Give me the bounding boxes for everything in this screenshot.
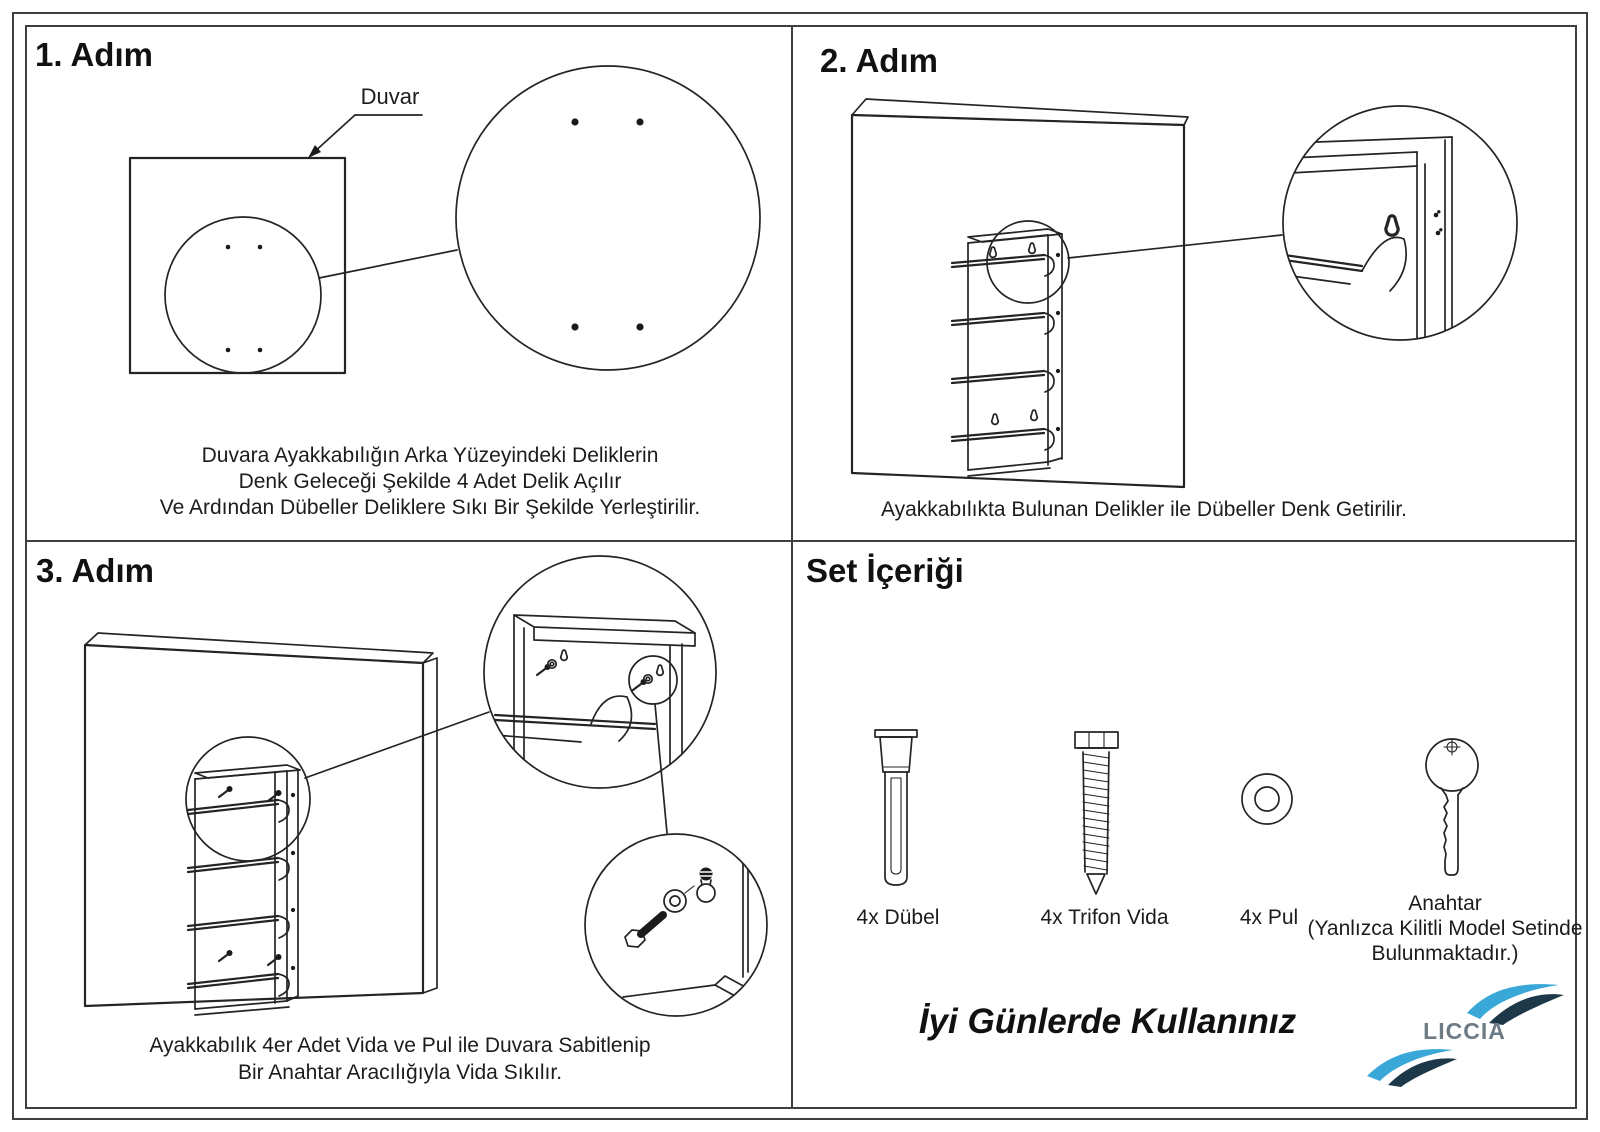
key-drawing — [1426, 739, 1478, 875]
dowel-label: 4x Dübel — [856, 906, 940, 929]
step1-title: 1. Adım — [35, 36, 153, 73]
shoe-cabinet-drawing — [188, 765, 300, 1015]
magnifier-leader-line — [305, 712, 489, 778]
step1-caption: Duvara Ayakkabılığın Arka Yüzeyindeki Deliklerin Denk Geleceği Şekilde 4 Adet Delik Açılır Ve Ardından Dübeller Deliklere Sıkı Bir Şekilde Yerleştirilir. — [159, 444, 701, 519]
shoe-cabinet-drawing — [952, 229, 1062, 476]
step3-diagram — [25, 541, 792, 1107]
tray-flaps — [188, 800, 289, 996]
set-contents-title: Set İçeriği — [806, 552, 964, 589]
washer-drawing — [1242, 774, 1292, 824]
brand-name: LICCIA — [1423, 1018, 1506, 1044]
wall-drawing — [130, 158, 345, 373]
magnified-holes-detail — [456, 66, 760, 370]
dowel-drawing — [875, 730, 917, 885]
wall-3d-drawing — [852, 99, 1188, 487]
magnified-screw-detail — [484, 556, 716, 788]
highlight-circle — [186, 737, 310, 861]
magnified-corner-detail — [1283, 106, 1517, 347]
wall-3d-drawing — [85, 633, 437, 1006]
magnifier-leader-line — [1068, 235, 1282, 258]
washer-label: 4x Pul — [1239, 906, 1299, 929]
screw-label: 4x Trifon Vida — [1040, 906, 1169, 929]
brand-logo — [1345, 972, 1580, 1090]
wall-label: Duvar — [360, 84, 420, 109]
step3-title: 3. Adım — [36, 552, 154, 589]
key-label: Anahtar (Yanlızca Kilitli Model Setinde Bulunmaktadır.) — [1307, 892, 1583, 965]
step2-caption: Ayakkabılıkta Bulunan Delikler ile Dübeller Denk Getirilir. — [880, 498, 1407, 521]
step2-title: 2. Adım — [820, 42, 938, 79]
step2-diagram — [792, 25, 1575, 541]
screw-drawing — [1075, 732, 1118, 894]
magnifier-leader-line — [319, 250, 457, 278]
magnified-fastener-detail — [585, 834, 767, 1016]
step3-caption: Ayakkabılık 4er Adet Vida ve Pul ile Duvara Sabitlenip Bir Anahtar Aracılığıyla Vida Sıkılır. — [149, 1034, 651, 1084]
wall-label-leader-arrow — [308, 115, 422, 158]
farewell-text: İyi Günlerde Kullanınız — [918, 1002, 1297, 1041]
logo-wave-lower — [1367, 1049, 1457, 1087]
